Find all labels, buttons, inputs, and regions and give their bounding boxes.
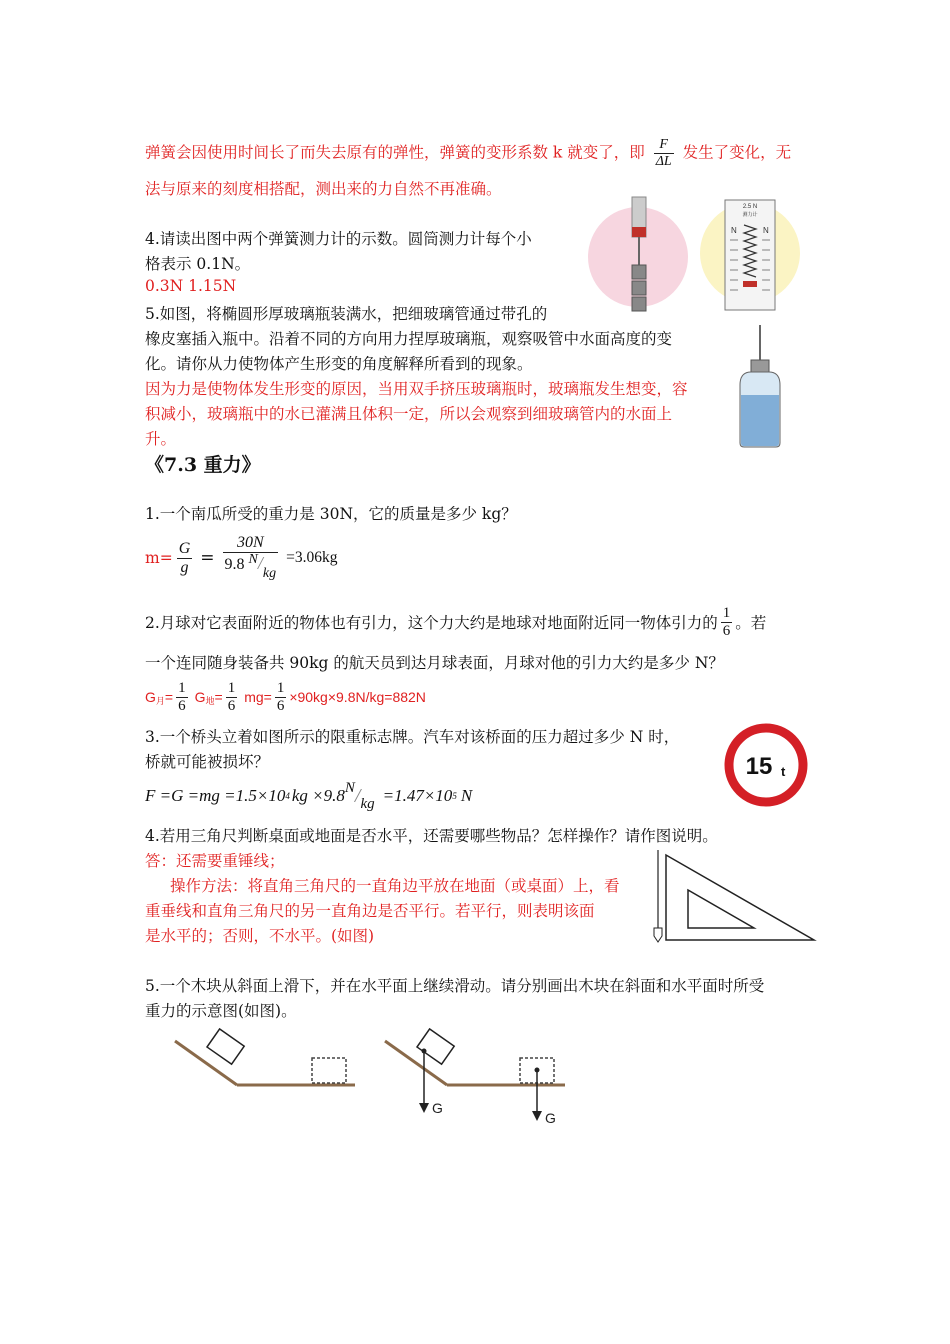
g2-ans-frac1-den: 6: [178, 697, 186, 714]
g5-line2: 重力的示意图(如图)。: [145, 1002, 297, 1020]
g1-result: =3.06kg: [286, 549, 338, 566]
weight-limit-sign: [723, 722, 809, 808]
g4-answer2: 操作方法：将直角三角尺的一直角边平放在地面（或桌面）上，看: [170, 877, 620, 895]
g3-unit-kg: kg: [360, 795, 375, 812]
g2-answer: [145, 675, 426, 719]
g1-frac1: [177, 540, 193, 577]
bottle-water: [741, 395, 779, 446]
g3-mid: kg ×9.8: [291, 786, 345, 805]
glass-bottle-figure: [735, 325, 785, 450]
g2-moon-sub: 月: [155, 695, 165, 706]
g1-answer: [145, 527, 337, 589]
gauge-label2: 测力计: [742, 212, 758, 218]
g2-line1-text: 2.月球对它表面附近的物体也有引力，这个力大约是地球对地面附近同一物体引力的: [145, 614, 718, 632]
prev-text-a: 弹簧会因使用时间长了而失去原有的弹性，弹簧的变形系数 k 就变了，即: [145, 143, 645, 162]
g5-line1: 5.一个木块从斜面上滑下，并在水平面上继续滑动。请分别画出木块在斜面和水平面时所受: [145, 977, 765, 995]
incline-diagrams: [165, 1025, 585, 1130]
g2-line1-end: 。若: [735, 614, 767, 632]
g2-line2: 一个连同随身装备共 90kg 的航天员到达月球表面，月球对他的引力大约是多少 N？: [145, 654, 724, 672]
prev-answer-line2: 法与原来的刻度相搭配，测出来的力自然不再准确。: [145, 180, 502, 198]
rubber-stopper: [751, 360, 769, 372]
gravity-label-2: G: [545, 1110, 556, 1126]
g2-tail: ×90kg×9.8N/kg=882N: [289, 689, 426, 705]
g2-frac-num: 1: [722, 604, 731, 621]
g1-eq: =: [200, 548, 215, 568]
q5-line2: 橡皮塞插入瓶中。沿着不同的方向用力捏厚玻璃瓶，观察吸管中水面高度的变: [145, 330, 673, 348]
incline-plain: [175, 1029, 355, 1085]
g3-unit-n: N: [344, 779, 355, 796]
fraction-f-over-dl: [654, 137, 674, 170]
g4-answer3: 重垂线和直角三角尺的另一直角边是否平行。若平行，则表明该面: [145, 902, 595, 920]
g2-ans-frac3: [275, 680, 287, 715]
g1-frac2: [223, 534, 279, 583]
section-heading: 《7.3 重力》: [145, 454, 261, 476]
triangle-ruler-figure: [650, 850, 818, 945]
q5-line1: 5.如图，将椭圆形厚玻璃瓶装满水，把细玻璃管通过带孔的: [145, 305, 548, 323]
g2-ans-frac1: [176, 680, 188, 715]
g2-g-earth: G: [194, 689, 206, 705]
g1-frac2-den: 9.8 N/kg: [224, 551, 277, 581]
g2-eq2: =: [214, 689, 223, 705]
gauge-n-left: N: [731, 226, 737, 235]
incline-with-gravity: [385, 1029, 565, 1126]
q4-answer: 0.3N 1.15N: [145, 277, 237, 295]
g2-ans-frac2-num: 1: [227, 679, 236, 696]
g3-exp2: 5: [452, 791, 457, 801]
g2-ans-frac1-num: 1: [178, 679, 186, 696]
g2-frac-den: 6: [722, 622, 731, 639]
g1-prefix: m=: [145, 549, 173, 567]
g3-line2: 桥就可能被损坏？: [145, 753, 270, 771]
g1-frac1-den: g: [180, 558, 189, 576]
g2-earth-sub: 地: [205, 695, 215, 706]
g3-formula: F =G =mg =1.5×10 4 kg ×9.8 N / kg =1.47×10 5 N: [145, 779, 473, 812]
q5-line3: 化。请你从力使物体产生形变的角度解释所看到的现象。: [145, 355, 533, 373]
g3-exp1: 4: [285, 791, 290, 801]
g3-line1: 3.一个桥头立着如图所示的限重标志牌。汽车对该桥面的压力超过多少 N 时，: [145, 728, 680, 746]
g1-question: 1.一个南瓜所受的重力是 30N，它的质量是多少 kg？: [145, 505, 517, 523]
g2-mg: mg=: [244, 689, 272, 705]
q4-line1: 4.请读出图中两个弹簧测力计的示数。圆筒测力计每个小: [145, 230, 532, 248]
prev-answer-line1: [145, 137, 791, 170]
g1-den-n: N: [248, 551, 258, 567]
g3-result: =1.47×10: [382, 786, 453, 805]
frac-den: ΔL: [655, 154, 672, 169]
g4-answer1: 答：还需要重锤线；: [145, 852, 285, 870]
gravity-arrow-2: [532, 1111, 542, 1121]
g1-den-value: 9.8: [224, 555, 245, 573]
g1-frac2-num: 30N: [223, 534, 279, 553]
prev-text-b: 发生了变化，无: [682, 143, 792, 162]
q4-line2: 格表示 0.1N。: [145, 255, 251, 273]
g2-ans-frac2: [226, 680, 238, 715]
g1-den-kg: kg: [262, 565, 277, 581]
frac-num: F: [654, 137, 674, 154]
scale1-marker: [632, 227, 646, 237]
q5-answer1: 因为力是使物体发生形变的原因，当用双手挤压玻璃瓶时，玻璃瓶发生想变，容: [145, 380, 688, 398]
gravity-label-1: G: [432, 1100, 443, 1116]
q5-answer3: 升。: [145, 430, 177, 448]
g4-question: 4.若用三角尺判断桌面或地面是否水平，还需要哪些物品？怎样操作？请作图说明。: [145, 827, 718, 845]
g2-ans-frac3-num: 1: [276, 679, 285, 696]
plumb-bob: [654, 928, 662, 942]
sign-value: 15: [745, 753, 773, 780]
g3-result-unit: N: [460, 786, 473, 805]
gauge-n-right: N: [763, 226, 769, 235]
g1-frac1-num: G: [178, 539, 191, 557]
gauge-label1: 2.5 N: [742, 204, 758, 210]
g2-ans-frac2-den: 6: [227, 697, 236, 714]
sign-unit: t: [781, 764, 786, 779]
spring-scales-figure: [588, 195, 808, 320]
g2-g-moon: G: [145, 689, 156, 705]
triangle-ruler-inner: [688, 890, 754, 928]
gravity-arrow-1: [419, 1103, 429, 1113]
q5-answer2: 积减小，玻璃瓶中的水已灌满且体积一定，所以会观察到细玻璃管内的水面上: [145, 405, 673, 423]
g3-f-text: F =G =mg =1.5×10: [145, 786, 286, 805]
g2-eq1: =: [164, 689, 174, 705]
section-title: [145, 450, 261, 477]
g2-line1: [145, 600, 766, 644]
g4-answer4: 是水平的；否则，不水平。(如图): [145, 927, 375, 945]
g2-frac-sixth: [721, 605, 733, 640]
g2-ans-frac3-den: 6: [276, 697, 285, 714]
